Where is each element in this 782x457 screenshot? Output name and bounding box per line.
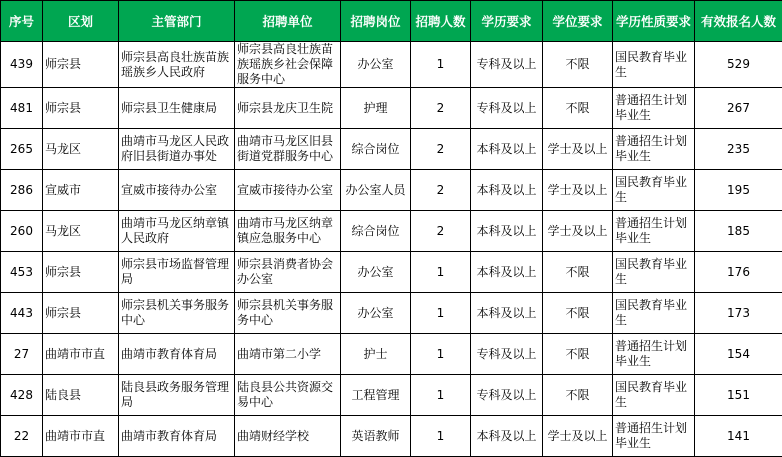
cell-headcount: 2 (411, 129, 471, 170)
cell-education-type: 国民教育毕业生 (613, 42, 695, 88)
cell-district: 马龙区 (43, 129, 119, 170)
cell-education: 本科及以上 (471, 170, 543, 211)
cell-department: 宣威市接待办公室 (119, 170, 235, 211)
cell-applicants: 141 (695, 416, 782, 457)
table-row (1, 334, 782, 375)
cell-headcount: 1 (411, 375, 471, 416)
cell-headcount: 1 (411, 42, 471, 88)
cell-degree: 学士及以上 (543, 416, 613, 457)
cell-department: 师宗县高良壮族苗族瑶族乡人民政府 (119, 42, 235, 88)
cell-degree: 不限 (543, 252, 613, 293)
cell-education: 专科及以上 (471, 375, 543, 416)
column-header-headcount: 招聘人数 (411, 1, 471, 42)
cell-employer: 师宗县消费者协会办公室 (235, 252, 341, 293)
cell-education-type: 普通招生计划毕业生 (613, 129, 695, 170)
cell-degree: 不限 (543, 88, 613, 129)
cell-education: 本科及以上 (471, 252, 543, 293)
cell-headcount: 1 (411, 334, 471, 375)
cell-education-type: 国民教育毕业生 (613, 170, 695, 211)
cell-degree: 学士及以上 (543, 129, 613, 170)
cell-seq: 286 (1, 170, 43, 211)
cell-position: 英语教师 (341, 416, 411, 457)
cell-seq: 443 (1, 293, 43, 334)
table-row (1, 293, 782, 334)
cell-education: 专科及以上 (471, 88, 543, 129)
column-header-department: 主管部门 (119, 1, 235, 42)
cell-applicants: 529 (695, 42, 782, 88)
cell-position: 护理 (341, 88, 411, 129)
cell-headcount: 1 (411, 252, 471, 293)
cell-position: 工程管理 (341, 375, 411, 416)
cell-applicants: 185 (695, 211, 782, 252)
cell-education-type: 国民教育毕业生 (613, 375, 695, 416)
column-header-position: 招聘岗位 (341, 1, 411, 42)
cell-district: 马龙区 (43, 211, 119, 252)
cell-employer: 师宗县高良壮族苗族瑶族乡社会保障服务中心 (235, 42, 341, 88)
cell-education-type: 普通招生计划毕业生 (613, 416, 695, 457)
cell-headcount: 2 (411, 88, 471, 129)
cell-position: 综合岗位 (341, 211, 411, 252)
table-row (1, 211, 782, 252)
cell-district: 曲靖市市直 (43, 416, 119, 457)
table-row (1, 375, 782, 416)
cell-district: 师宗县 (43, 88, 119, 129)
cell-headcount: 1 (411, 293, 471, 334)
cell-applicants: 267 (695, 88, 782, 129)
cell-position: 护士 (341, 334, 411, 375)
cell-education: 本科及以上 (471, 129, 543, 170)
cell-applicants: 154 (695, 334, 782, 375)
table-row (1, 88, 782, 129)
table-row (1, 129, 782, 170)
cell-degree: 不限 (543, 42, 613, 88)
cell-department: 师宗县机关事务服务中心 (119, 293, 235, 334)
cell-seq: 428 (1, 375, 43, 416)
cell-district: 陆良县 (43, 375, 119, 416)
cell-degree: 学士及以上 (543, 170, 613, 211)
cell-applicants: 151 (695, 375, 782, 416)
cell-applicants: 235 (695, 129, 782, 170)
column-header-seq: 序号 (1, 1, 43, 42)
cell-seq: 27 (1, 334, 43, 375)
cell-degree: 学士及以上 (543, 211, 613, 252)
cell-headcount: 2 (411, 211, 471, 252)
cell-education-type: 国民教育毕业生 (613, 293, 695, 334)
cell-seq: 22 (1, 416, 43, 457)
cell-headcount: 1 (411, 416, 471, 457)
table-row (1, 170, 782, 211)
cell-employer: 曲靖财经学校 (235, 416, 341, 457)
column-header-degree: 学位要求 (543, 1, 613, 42)
cell-department: 师宗县卫生健康局 (119, 88, 235, 129)
cell-education: 本科及以上 (471, 211, 543, 252)
column-header-district: 区划 (43, 1, 119, 42)
cell-employer: 曲靖市马龙区旧县街道党群服务中心 (235, 129, 341, 170)
header-row (1, 1, 782, 42)
cell-employer: 宣威市接待办公室 (235, 170, 341, 211)
cell-district: 师宗县 (43, 252, 119, 293)
cell-degree: 不限 (543, 334, 613, 375)
cell-education-type: 普通招生计划毕业生 (613, 211, 695, 252)
cell-position: 办公室 (341, 252, 411, 293)
cell-education-type: 普通招生计划毕业生 (613, 88, 695, 129)
column-header-employer: 招聘单位 (235, 1, 341, 42)
cell-education: 专科及以上 (471, 334, 543, 375)
column-header-applicants: 有效报名人数 (695, 1, 782, 42)
cell-employer: 曲靖市马龙区纳章镇应急服务中心 (235, 211, 341, 252)
cell-district: 曲靖市市直 (43, 334, 119, 375)
cell-applicants: 176 (695, 252, 782, 293)
cell-education: 专科及以上 (471, 42, 543, 88)
cell-seq: 265 (1, 129, 43, 170)
cell-department: 曲靖市马龙区纳章镇人民政府 (119, 211, 235, 252)
cell-education: 本科及以上 (471, 416, 543, 457)
cell-position: 办公室 (341, 293, 411, 334)
cell-degree: 不限 (543, 375, 613, 416)
cell-education-type: 普通招生计划毕业生 (613, 334, 695, 375)
cell-applicants: 173 (695, 293, 782, 334)
cell-department: 曲靖市马龙区人民政府旧县街道办事处 (119, 129, 235, 170)
table-row (1, 42, 782, 88)
cell-seq: 481 (1, 88, 43, 129)
cell-district: 宣威市 (43, 170, 119, 211)
cell-position: 办公室人员 (341, 170, 411, 211)
table-row (1, 252, 782, 293)
column-header-education: 学历要求 (471, 1, 543, 42)
cell-applicants: 195 (695, 170, 782, 211)
table-body (1, 42, 782, 457)
table-row (1, 416, 782, 457)
cell-employer: 师宗县龙庆卫生院 (235, 88, 341, 129)
cell-position: 综合岗位 (341, 129, 411, 170)
cell-seq: 453 (1, 252, 43, 293)
cell-seq: 439 (1, 42, 43, 88)
cell-position: 办公室 (341, 42, 411, 88)
cell-department: 陆良县政务服务管理局 (119, 375, 235, 416)
cell-education: 本科及以上 (471, 293, 543, 334)
cell-headcount: 2 (411, 170, 471, 211)
cell-seq: 260 (1, 211, 43, 252)
cell-department: 曲靖市教育体育局 (119, 416, 235, 457)
cell-employer: 师宗县机关事务服务中心 (235, 293, 341, 334)
cell-education-type: 国民教育毕业生 (613, 252, 695, 293)
cell-department: 曲靖市教育体育局 (119, 334, 235, 375)
cell-employer: 曲靖市第二小学 (235, 334, 341, 375)
cell-employer: 陆良县公共资源交易中心 (235, 375, 341, 416)
cell-degree: 不限 (543, 293, 613, 334)
column-header-education-type: 学历性质要求 (613, 1, 695, 42)
cell-district: 师宗县 (43, 42, 119, 88)
cell-department: 师宗县市场监督管理局 (119, 252, 235, 293)
cell-district: 师宗县 (43, 293, 119, 334)
